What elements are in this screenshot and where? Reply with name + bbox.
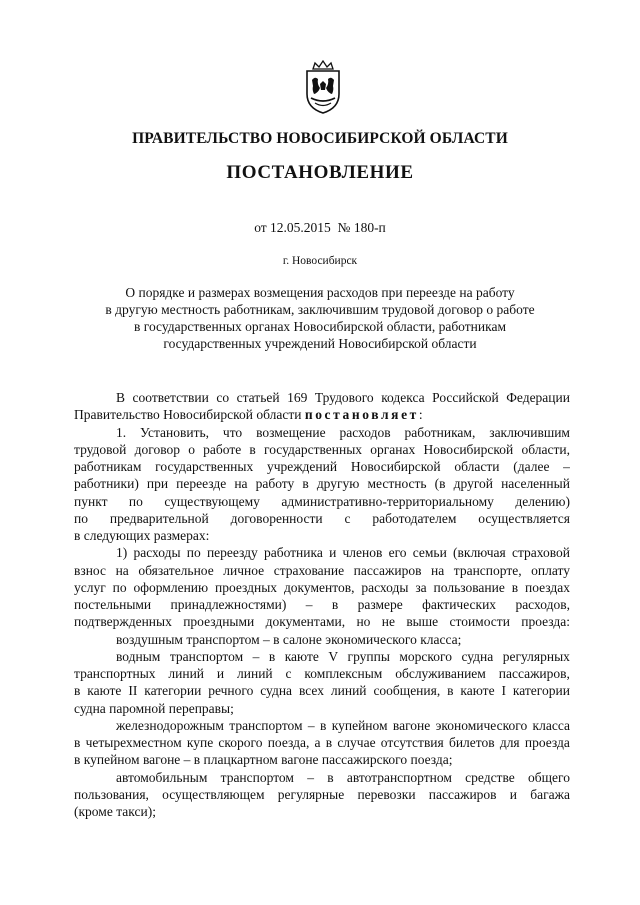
body-line: постельными принадлежностями) – в размере фактических расходов,: [74, 597, 570, 612]
body-line: в купейном вагоне – в плацкартном вагоне пассажирского поезда;: [74, 752, 453, 768]
document-city: г. Новосибирск: [282, 255, 358, 267]
organization-name: ПРАВИТЕЛЬСТВО НОВОСИБИРСКОЙ ОБЛАСТИ: [132, 130, 508, 147]
body-line: по предварительной договоренности с работодателем осуществляется: [74, 510, 570, 526]
subject-line: О порядке и размерах возмещения расходов при переезде на работу: [125, 285, 515, 300]
body-line: трудовой договор о работе в государственных органах Новосибирской области,: [74, 441, 570, 457]
resolves-word: постановляет: [304, 407, 419, 423]
subject-line: в государственных органах Новосибирской области, работникам: [134, 319, 506, 334]
body-line-text: Правительство Новосибирской области: [74, 407, 302, 423]
body-line: (кроме такси);: [74, 804, 156, 819]
body-line: железнодорожным транспортом – в купейном вагоне экономического класса: [116, 717, 570, 733]
body-line: 1) расходы по переезду работника и членов его семьи (включая страховой: [116, 545, 570, 561]
body-line: в каюте II категории речного судна всех линий сообщения, в каюте I категории: [74, 683, 570, 699]
colon: :: [418, 407, 423, 423]
document-type: ПОСТАНОВЛЕНИЕ: [226, 162, 414, 183]
subject-line: государственных учреждений Новосибирской области: [163, 336, 477, 351]
body-line: пользования, осуществляющем регулярные перевозки пассажиров и багажа: [74, 786, 570, 802]
body-line: взнос на обязательное личное страхование пассажиров на транспорте, оплату: [74, 562, 570, 578]
body-line: работникам государственных учреждений Новосибирской области (далее –: [74, 459, 570, 474]
body-line: 1. Установить, что возмещение расходов работникам, заключившим: [116, 424, 570, 440]
body-line: воздушным транспортом – в салоне экономического класса;: [116, 631, 462, 647]
document-body: [74, 389, 570, 820]
body-line: в следующих размерах:: [74, 528, 210, 543]
body-line: в четырехместном купе скорого поезда, а в случае отсутствия билетов для проезда: [74, 735, 570, 750]
document-date-number: [0, 220, 640, 236]
subject-line: в другую местность работникам, заключившим трудовой договор о работе: [105, 302, 535, 317]
body-line: автомобильным транспортом – в автотранспортном средстве общего: [116, 769, 570, 785]
body-line: пункт по существующему административно-территориальному делению): [74, 493, 570, 509]
document-date: 12.05.2015: [270, 220, 331, 235]
body-line: работники) при переезде на работу в другую местность (в другой населенный: [74, 476, 570, 492]
body-line: подтвержденных проездными документами, но не выше стоимости проезда:: [74, 614, 570, 630]
body-line: услуг по оформлению проездных документов, расходы за пользование в поездах: [74, 579, 570, 595]
date-prefix: от: [254, 220, 267, 235]
body-line: В соответствии со статьей 169 Трудового кодекса Российской Федерации: [116, 390, 570, 405]
body-line: [74, 406, 570, 423]
body-line: водным транспортом – в каюте V группы морского судна регулярных: [116, 648, 570, 664]
body-line: транспортных линий и линий с комплексным обслуживанием пассажиров,: [74, 666, 570, 681]
document-number: 180-п: [353, 220, 386, 235]
body-line: судна паромной переправы;: [74, 700, 234, 716]
number-sign: №: [337, 220, 351, 235]
coat-of-arms-icon: [303, 60, 343, 114]
document-subject: [60, 284, 580, 352]
